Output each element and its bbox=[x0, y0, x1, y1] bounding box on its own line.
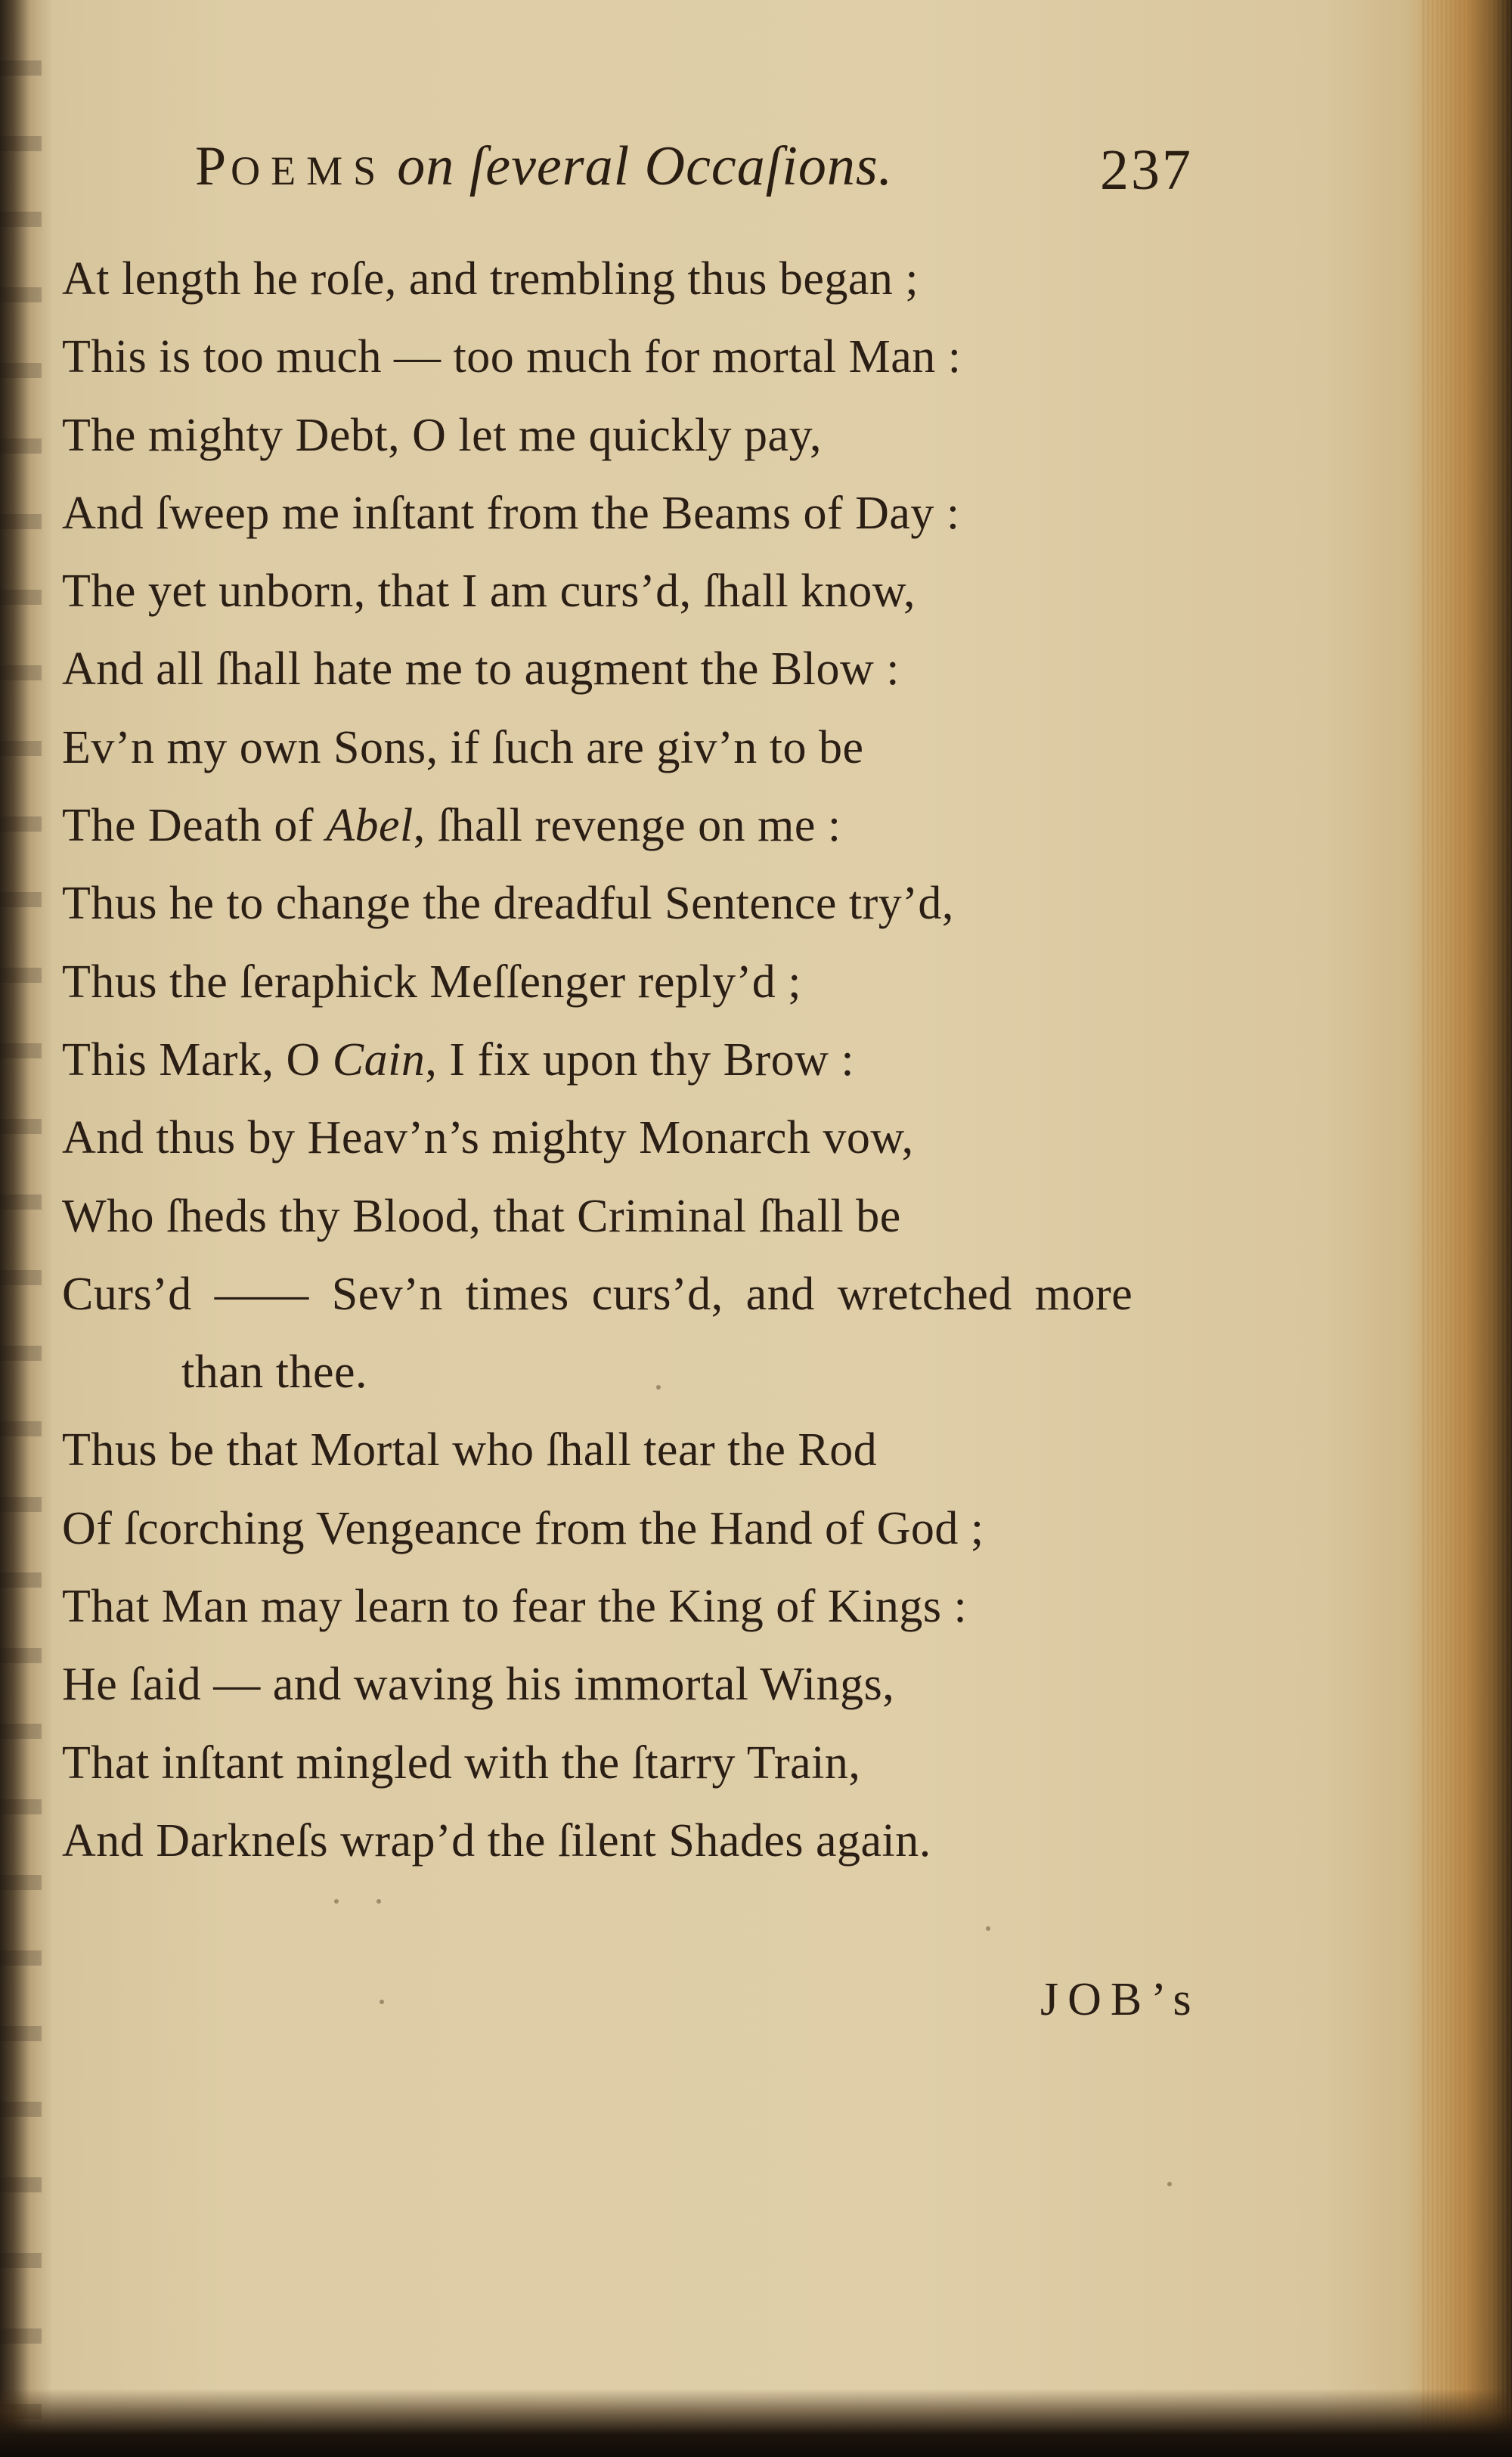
poem-line: And ſweep me inſtant from the Beams of Day : bbox=[62, 487, 960, 539]
poem-line-continuation: than thee. bbox=[181, 1346, 368, 1399]
poem-line: Thus be that Mortal who ſhall tear the Rod bbox=[62, 1424, 878, 1476]
running-head-initial: P bbox=[195, 135, 231, 197]
poem-line: The mighty Debt, O let me quickly pay, bbox=[62, 409, 823, 461]
paper-speck bbox=[656, 1385, 661, 1390]
running-head-title bbox=[195, 135, 893, 199]
paper-speck bbox=[986, 1926, 990, 1931]
poem-name-cain: Cain bbox=[332, 1033, 426, 1086]
running-head-italic: on ſeveral Occaſions. bbox=[397, 135, 894, 197]
poem-line: This is too much — too much for mortal Man : bbox=[62, 331, 962, 383]
poem-line bbox=[62, 1021, 1211, 1099]
poem-line: Thus the ſeraphick Meſſenger reply’d ; bbox=[62, 956, 801, 1008]
page-edge bbox=[1421, 0, 1512, 2457]
poem-line: And thus by Heav’n’s mighty Monarch vow, bbox=[62, 1112, 914, 1164]
poem-line-text: , ſhall revenge on me : bbox=[413, 800, 841, 852]
poem-line: The yet unborn, that I am curs’d, ſhall know, bbox=[62, 565, 916, 618]
paper-speck bbox=[376, 1899, 381, 1904]
poem-text bbox=[62, 240, 1211, 1880]
poem-name-abel: Abel bbox=[326, 800, 414, 852]
running-head bbox=[195, 127, 1193, 210]
poem-line: And Darkneſs wrap’d the ſilent Shades again. bbox=[62, 1814, 931, 1867]
catchword: JOB’s bbox=[1040, 1974, 1201, 2025]
running-head-small-caps: OEMS bbox=[231, 148, 387, 194]
poem-line-text: This Mark, O bbox=[62, 1033, 333, 1086]
poem-line: Ev’n my own Sons, if ſuch are giv’n to be bbox=[62, 721, 864, 773]
poem-line: At length he roſe, and trembling thus began ; bbox=[62, 253, 919, 305]
paper-speck bbox=[380, 2000, 384, 2004]
poem-line: Thus he to change the dreadful Sentence try’d, bbox=[62, 878, 954, 930]
page-number: 237 bbox=[1100, 138, 1193, 202]
binding-gutter bbox=[0, 0, 42, 2457]
paper-speck bbox=[334, 1899, 339, 1904]
poem-line: That Man may learn to fear the King of Kings : bbox=[62, 1581, 968, 1633]
poem-line: Curs’d —— Sev’n times curs’d, and wretched more bbox=[62, 1268, 1133, 1320]
poem-line-text: , I fix upon thy Brow : bbox=[425, 1033, 855, 1086]
poem-line: Who ſheds thy Blood, that Criminal ſhall be bbox=[62, 1190, 901, 1242]
poem-line: And all ſhall hate me to augment the Blow : bbox=[62, 643, 900, 696]
poem-line bbox=[62, 787, 1211, 865]
poem-line-text: The Death of bbox=[62, 800, 327, 852]
poem-line: Of ſcorching Vengeance from the Hand of God ; bbox=[62, 1502, 984, 1554]
paper-speck bbox=[1167, 2182, 1172, 2186]
poem-line: That inſtant mingled with the ſtarry Train, bbox=[62, 1737, 861, 1789]
poem-line: He ſaid — and waving his immortal Wings, bbox=[62, 1659, 895, 1711]
